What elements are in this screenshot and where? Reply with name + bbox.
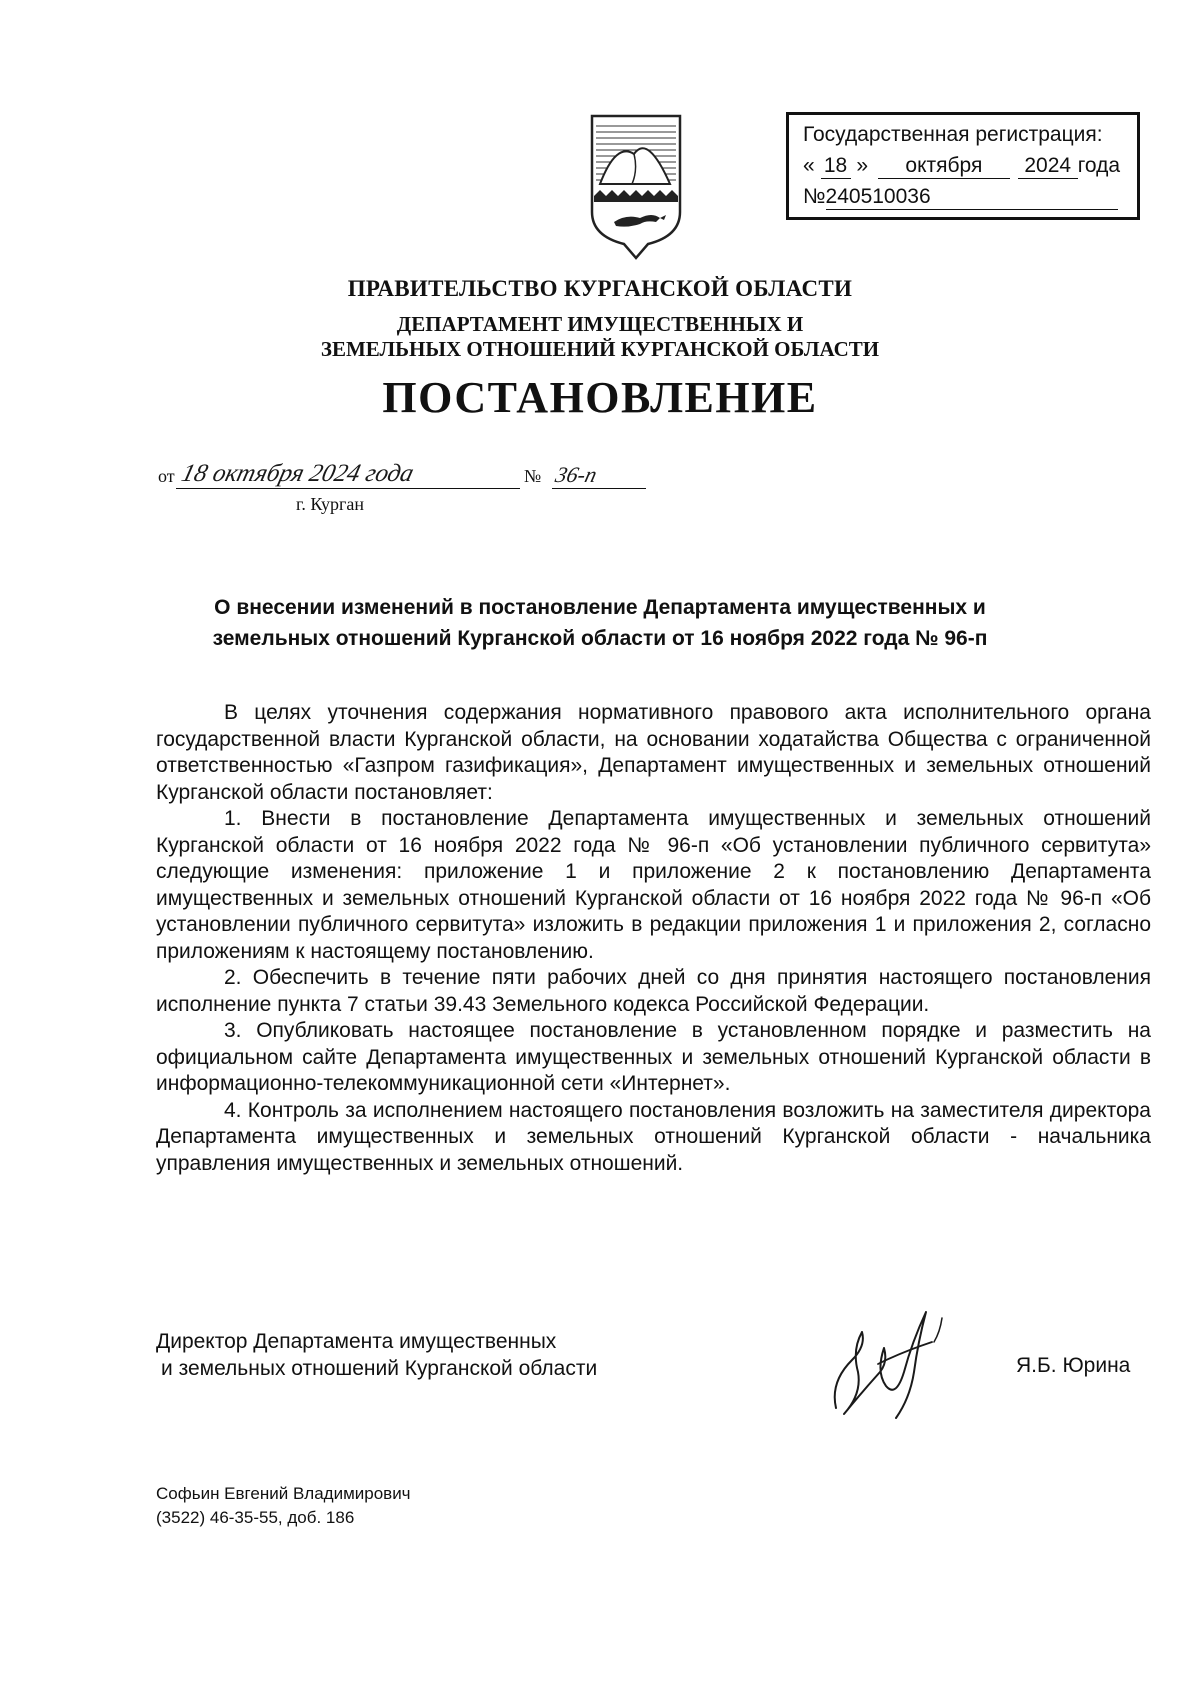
department-title-line2: ЗЕМЕЛЬНЫХ ОТНОШЕНИЙ КУРГАНСКОЙ ОБЛАСТИ — [320, 337, 880, 361]
subject-line2: земельных отношений Курганской области от 16 ноября 2022 года № 96-п — [212, 627, 988, 650]
city-label: г. Курган — [296, 494, 365, 514]
registration-number-row — [803, 181, 1118, 212]
registration-month: октября — [878, 153, 1010, 179]
signer-position-line2: и земельных отношений Курганской области — [161, 1357, 598, 1380]
registration-title: Государственная регистрация: — [803, 123, 1103, 146]
document-subject — [150, 592, 1050, 654]
registration-year-prefix: 20 — [1024, 154, 1048, 177]
registration-year-word: года — [1077, 154, 1121, 177]
signer-position — [156, 1328, 597, 1382]
number-prefix: № — [524, 466, 542, 486]
executor-phone: (3522) 46-35-55, доб. 186 — [156, 1508, 355, 1527]
registration-stamp — [786, 112, 1140, 220]
registration-number-prefix: № — [803, 185, 826, 208]
department-title-line1: ДЕПАРТАМЕНТ ИМУЩЕСТВЕННЫХ И — [396, 312, 804, 336]
registration-year-suffix: 24 — [1047, 154, 1072, 177]
registration-date: « 18 » октября 2024 года — [803, 154, 1121, 177]
handwritten-signature — [822, 1302, 962, 1422]
body-item-4: 4. Контроль за исполнением настоящего постановления возложить на заместителя директора Департамента имущественных и земельных отношений Курганской области - начальника управления имущественных и земельных отношений. — [156, 1098, 1151, 1175]
subject-line1: О внесении изменений в постановление Департамента имущественных и — [214, 596, 986, 619]
document-type-title: ПОСТАНОВЛЕНИЕ — [382, 373, 818, 422]
handwritten-number: 36-п — [553, 462, 600, 487]
number-underline — [552, 488, 646, 489]
registration-number: 240510036 — [826, 184, 1118, 210]
body-item-1: 1. Внести в постановление Департамента имущественных и земельных отношений Курганской области от 16 ноября 2022 года № 96-п «Об установлении публичного сервитута» следующие изменения: приложение 1 и приложение 2 к постановлению Департамента имущественных и земельных отношений Курганской области от 16 ноября 2022 года № 96-п «Об установлении публичного сервитута» изложить в редакции приложения 1 и приложения 2, согласно приложениям к настоящему постановлению. — [156, 807, 1151, 963]
document-body — [156, 700, 1151, 1177]
department-title — [0, 312, 1200, 362]
date-underline — [176, 488, 520, 489]
body-intro: В целях уточнения содержания нормативного правового акта исполнительного органа государственной власти Курганской области, на основании ходатайства Общества с ограниченной ответственностью «Газпром газификация», Департамент имущественных и земельных отношений Курганской области постановляет: — [156, 701, 1151, 804]
signer-name: Я.Б. Юрина — [1016, 1354, 1131, 1377]
registration-day: 18 — [821, 153, 851, 179]
executor-name: Софьин Евгений Владимирович — [156, 1484, 411, 1503]
body-item-2: 2. Обеспечить в течение пяти рабочих дней со дня принятия настоящего постановления исполнение пункта 7 статьи 39.43 Земельного кодекса Российской Федерации. — [156, 966, 1151, 1016]
date-prefix: от — [158, 466, 175, 486]
body-item-3: 3. Опубликовать настоящее постановление в установленном порядке и разместить на официальном сайте Департамента имущественных и земельных отношений Курганской области в информационно-телекоммуникационной сети «Интернет». — [156, 1019, 1151, 1095]
signer-position-line1: Директор Департамента имущественных — [156, 1330, 557, 1353]
executor-info — [156, 1482, 411, 1530]
handwritten-date: 18 октября 2024 года — [178, 460, 417, 487]
coat-of-arms-emblem — [586, 112, 686, 262]
government-title: ПРАВИТЕЛЬСТВО КУРГАНСКОЙ ОБЛАСТИ — [347, 276, 853, 301]
